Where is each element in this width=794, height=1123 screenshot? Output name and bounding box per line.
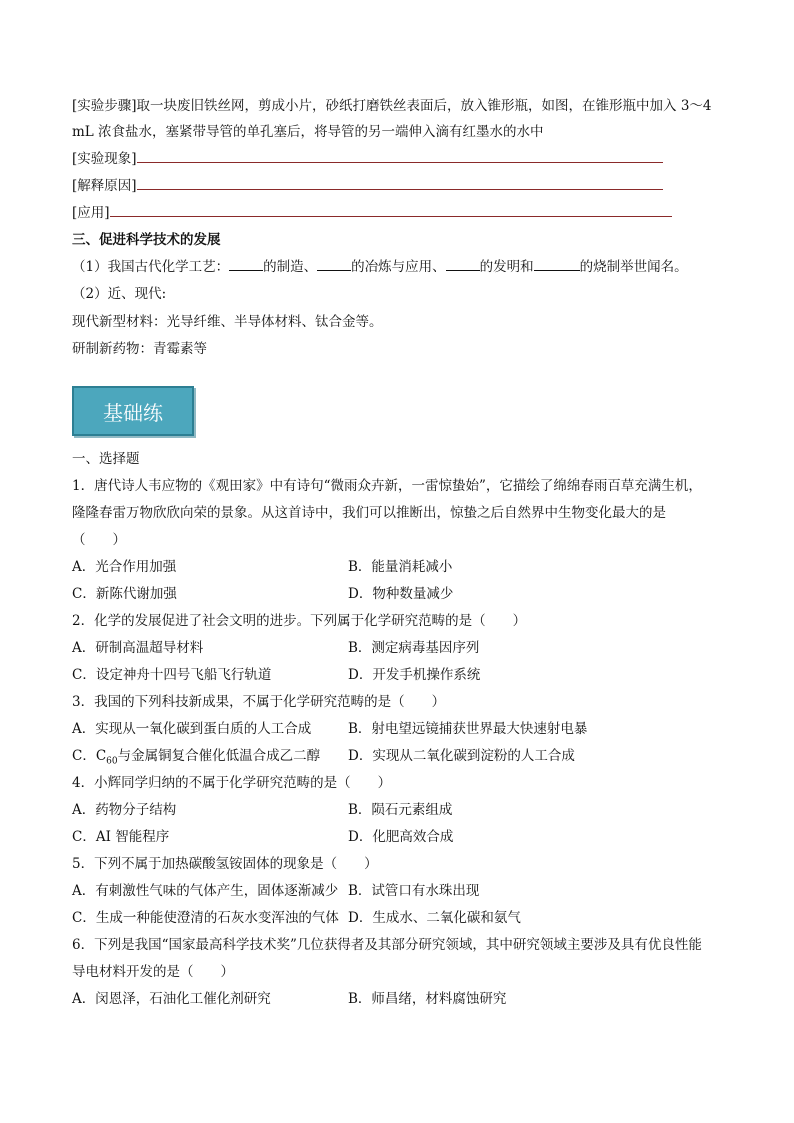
step-line-2: mL 浓食盐水，塞紧带导管的单孔塞后，将导管的另一端伸入滴有红墨水的水中	[72, 124, 544, 140]
q1-option-b[interactable]: B．能量消耗减小	[348, 559, 453, 575]
q4-option-c[interactable]: C．AI 智能程序	[72, 829, 170, 845]
q6-option-b[interactable]: B．师昌绪，材料腐蚀研究	[348, 991, 507, 1007]
blank-3[interactable]	[446, 256, 480, 271]
q4-stem: 4．小辉同学归纳的不属于化学研究范畴的是（ ）	[72, 775, 392, 791]
item1-text-d: 的发明和	[479, 259, 534, 275]
q1-option-c[interactable]: C．新陈代谢加强	[72, 586, 177, 602]
q1-stem-line1: 1．唐代诗人韦应物的《观田家》中有诗句“微雨众卉新，一雷惊蛰始”，它描绘了绵绵春雨百草充满生机，	[72, 478, 702, 494]
item1-text-e: 的烧制举世闻名。	[579, 259, 688, 275]
q5-option-c[interactable]: C．生成一种能使澄清的石灰水变浑浊的气体	[72, 910, 339, 926]
blank-4[interactable]	[534, 256, 580, 271]
q6-option-a[interactable]: A．闵恩泽，石油化工催化剂研究	[72, 991, 271, 1007]
reason-blank[interactable]	[137, 175, 663, 190]
q2-option-d[interactable]: D．开发手机操作系统	[348, 667, 481, 683]
item1-text-c: 的冶炼与应用、	[351, 259, 446, 275]
section-title: 一、选择题	[72, 451, 140, 467]
q3-c-prefix: C．C	[72, 748, 107, 764]
phenomenon-label: [实验现象]	[72, 151, 137, 167]
q3-c-subscript: 60	[106, 756, 118, 767]
q5-stem: 5．下列不属于加热碳酸氢铵固体的现象是（ ）	[72, 856, 378, 872]
q1-option-d[interactable]: D．物种数量减少	[348, 586, 454, 602]
q3-stem: 3．我国的下列科技新成果，不属于化学研究范畴的是（ ）	[72, 694, 446, 710]
blank-2[interactable]	[317, 256, 351, 271]
item1-text-b: 的制造、	[263, 259, 318, 275]
q2-option-a[interactable]: A．研制高温超导材料	[72, 640, 204, 656]
phenomenon-blank[interactable]	[137, 148, 663, 163]
application-label: [应用]	[72, 205, 110, 221]
q3-option-a[interactable]: A．实现从一氧化碳到蛋白质的人工合成	[72, 721, 312, 737]
blank-1[interactable]	[229, 256, 263, 271]
q3-c-rest: 与金属铜复合催化低温合成乙二醇	[117, 748, 321, 764]
q2-option-c[interactable]: C．设定神舟十四号飞船飞行轨道	[72, 667, 272, 683]
q2-option-b[interactable]: B．测定病毒基因序列	[348, 640, 480, 656]
phenomenon-row	[72, 148, 663, 170]
reason-label: [解释原因]	[72, 178, 137, 194]
q5-option-d[interactable]: D．生成水、二氧化碳和氨气	[348, 910, 521, 926]
section3-item1	[72, 256, 688, 278]
q2-stem: 2．化学的发展促进了社会文明的进步。下列属于化学研究范畴的是（ ）	[72, 613, 527, 629]
q3-option-d[interactable]: D．实现从二氧化碳到淀粉的人工合成	[348, 748, 575, 764]
q3-option-b[interactable]: B．射电望远镜捕获世界最大快速射电暴	[348, 721, 588, 737]
q5-option-a[interactable]: A．有刺激性气味的气体产生，固体逐渐减少	[72, 883, 339, 899]
reason-row	[72, 175, 663, 197]
new-materials: 现代新型材料：光导纤维、半导体材料、钛合金等。	[72, 314, 383, 330]
q4-option-d[interactable]: D．化肥高效合成	[348, 829, 454, 845]
application-blank[interactable]	[110, 202, 672, 217]
new-drugs: 研制新药物：青霉素等	[72, 341, 207, 357]
item1-text-a: （1）我国古代化学工艺：	[72, 259, 230, 275]
q6-stem-line1: 6．下列是我国“国家最高科学技术奖”几位获得者及其部分研究领域，其中研究领域主要涉及具有优良性能	[72, 937, 702, 953]
q1-stem-line2: 隆隆春雷万物欣欣向荣的景象。从这首诗中，我们可以推断出，惊蛰之后自然界中生物变化最大的是	[72, 505, 666, 521]
application-row	[72, 202, 672, 224]
section3-item2: （2）近、现代:	[72, 286, 167, 302]
q4-option-a[interactable]: A．药物分子结构	[72, 802, 177, 818]
q6-stem-line2: 导电材料开发的是（ ）	[72, 964, 234, 980]
step-line-1: [实验步骤]取一块废旧铁丝网，剪成小片，砂纸打磨铁丝表面后，放入锥形瓶，如图，在锥形瓶中加入 3～4	[72, 98, 712, 114]
q4-option-b[interactable]: B．陨石元素组成	[348, 802, 453, 818]
q1-paren: （ ）	[72, 532, 126, 548]
basic-practice-badge: 基础练	[72, 386, 194, 436]
section3-heading: 三、促进科学技术的发展	[72, 232, 221, 248]
q5-option-b[interactable]: B．试管口有水珠出现	[348, 883, 480, 899]
q1-option-a[interactable]: A．光合作用加强	[72, 559, 177, 575]
q3-option-c[interactable]	[72, 745, 320, 773]
